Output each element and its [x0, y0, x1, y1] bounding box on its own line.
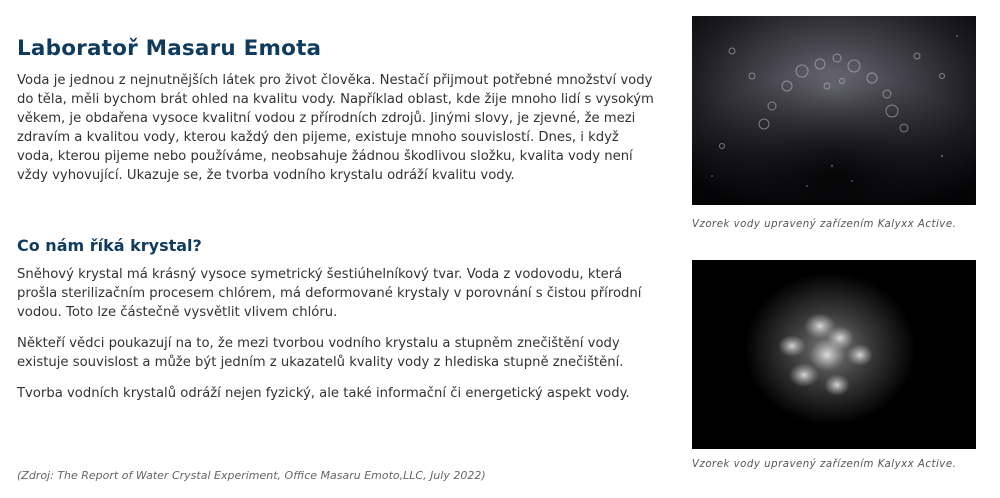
water-sample-image-2	[692, 260, 976, 449]
article-main	[17, 36, 657, 186]
intro-paragraph: Voda je jednou z nejnutnějších látek pro život člověka. Nestačí přijmout potřebné množství vody do těla, měli bychom brát ohled na kvalitu vody. Například oblast, kde žije mnoho lidí s vysokým věkem, je obdařena vysoce kvalitní vodou z přírodních zdrojů. Jinými slovy, je zjevné, že mezi zdravím a kvalitou vody, kterou každý den pijeme, existuje mnoho souvislostí. Dnes, i když voda, kterou pijeme nebo používáme, neobsahuje žádnou škodlivou složku, kvalita vody není vždy vyhovující. Ukazuje se, že tvorba vodního krystalu odráží kvalitu vody.	[17, 73, 654, 184]
water-sample-image-1	[692, 16, 976, 205]
page-title: Laboratoř Masaru Emota	[17, 36, 322, 61]
figure-caption-2: Vzorek vody upravený zařízením Kalyxx Active.	[692, 459, 957, 470]
paragraph-3: Tvorba vodních krystalů odráží nejen fyzický, ale také informační či energetický aspekt vody.	[17, 386, 630, 402]
paragraph-2: Někteří vědci poukazují na to, že mezi tvorbou vodního krystalu a stupněm znečištění vody existuje souvislost a může být jedním z ukazatelů kvality vody z hlediska stupně znečištění.	[17, 336, 624, 371]
section-body	[17, 265, 657, 404]
figure-caption-1: Vzorek vody upravený zařízením Kalyxx Active.	[692, 219, 957, 230]
paragraph-1: Sněhový krystal má krásný vysoce symetrický šestiúhelníkový tvar. Voda z vodovodu, která prošla sterilizačním procesem chlórem, má deformované krystaly v porovnání s čistou přírodní vodou. Toto lze částečně vysvětlit vlivem chlóru.	[17, 267, 642, 321]
source-citation: (Zdroj: The Report of Water Crystal Experiment, Office Masaru Emoto,LLC, July 2022)	[17, 469, 486, 482]
section-heading: Co nám říká krystal?	[17, 236, 202, 255]
